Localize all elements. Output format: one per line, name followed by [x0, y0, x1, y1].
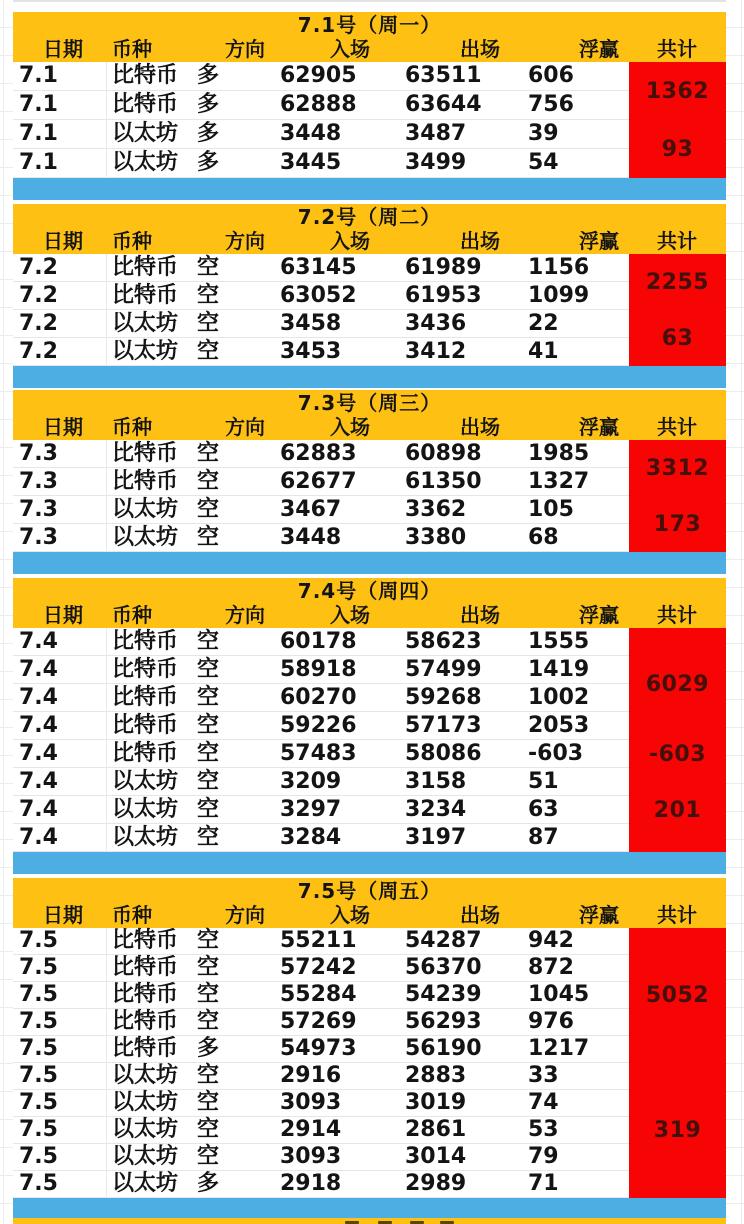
total-value: 3312 — [645, 455, 710, 481]
cell-coin: 以太坊 — [112, 1090, 179, 1115]
cell-date: 7.3 — [19, 468, 58, 494]
cell-date: 7.2 — [19, 338, 58, 364]
cell-date: 7.3 — [19, 496, 58, 522]
data-row — [13, 1144, 726, 1171]
cell-exit: 3234 — [405, 796, 467, 822]
total-value: 2255 — [645, 269, 710, 295]
column-gridline — [106, 440, 107, 552]
cell-pnl: 53 — [528, 1117, 559, 1142]
cell-dir: 空 — [197, 982, 220, 1007]
cell-date: 7.2 — [19, 254, 58, 280]
cell-pnl: 942 — [528, 928, 574, 953]
section-separator-bar — [13, 366, 726, 388]
left-margin-gridlines — [0, 0, 13, 1224]
data-row — [13, 656, 726, 684]
cell-date: 7.3 — [19, 440, 58, 466]
data-row — [13, 310, 726, 338]
cell-pnl: 74 — [528, 1090, 559, 1115]
cell-coin: 以太坊 — [112, 824, 179, 850]
data-row — [13, 1090, 726, 1117]
column-header: 方向 — [225, 903, 265, 927]
cell-coin: 比特币 — [112, 656, 179, 682]
column-header-row — [13, 230, 726, 254]
data-row — [13, 62, 726, 91]
total-value: 5052 — [645, 983, 710, 1008]
cell-pnl: 71 — [528, 1171, 559, 1196]
cell-coin: 以太坊 — [112, 496, 179, 522]
cell-coin: 以太坊 — [112, 310, 179, 336]
column-header: 出场 — [460, 37, 500, 61]
cell-exit: 3014 — [405, 1144, 467, 1169]
cell-entry: 55284 — [280, 982, 357, 1007]
cell-coin: 以太坊 — [112, 1117, 179, 1142]
data-row — [13, 254, 726, 282]
cell-date: 7.4 — [19, 796, 58, 822]
cell-pnl: 976 — [528, 1009, 574, 1034]
cell-coin: 比特币 — [112, 282, 179, 308]
cell-entry: 62677 — [280, 468, 357, 494]
cell-exit: 63644 — [405, 92, 482, 117]
section-separator-bar — [13, 552, 726, 574]
cell-entry: 3445 — [280, 150, 342, 175]
cell-dir: 空 — [197, 955, 220, 980]
cell-entry: 2918 — [280, 1171, 342, 1196]
column-header: 日期 — [43, 415, 83, 439]
data-row — [13, 1117, 726, 1144]
cell-coin: 比特币 — [112, 468, 179, 494]
cell-entry: 63145 — [280, 254, 357, 280]
cell-entry: 2914 — [280, 1117, 342, 1142]
cell-coin: 比特币 — [112, 955, 179, 980]
column-header: 出场 — [460, 415, 500, 439]
data-row — [13, 524, 726, 552]
total-value: 201 — [653, 797, 702, 823]
cell-exit: 60898 — [405, 440, 482, 466]
cell-coin: 以太坊 — [112, 1063, 179, 1088]
cell-date: 7.5 — [19, 1009, 58, 1034]
cell-pnl: -603 — [528, 740, 584, 766]
cell-entry: 3448 — [280, 524, 342, 550]
cell-dir: 空 — [197, 440, 220, 466]
cell-pnl: 87 — [528, 824, 559, 850]
cell-dir: 空 — [197, 524, 220, 550]
cell-entry: 3458 — [280, 310, 342, 336]
data-row — [13, 120, 726, 149]
data-row — [13, 282, 726, 310]
cell-entry: 63052 — [280, 282, 357, 308]
cell-date: 7.4 — [19, 628, 58, 654]
cell-entry: 3209 — [280, 768, 342, 794]
cell-pnl: 79 — [528, 1144, 559, 1169]
cell-date: 7.5 — [19, 955, 58, 980]
right-margin-vertical-gridline — [741, 0, 742, 1224]
cell-date: 7.5 — [19, 1063, 58, 1088]
cell-entry: 54973 — [280, 1036, 357, 1061]
cell-entry: 62883 — [280, 440, 357, 466]
cell-dir: 多 — [197, 1036, 220, 1061]
data-row — [13, 149, 726, 178]
column-header: 入场 — [330, 903, 370, 927]
column-header: 日期 — [43, 903, 83, 927]
cell-coin: 比特币 — [112, 254, 179, 280]
column-header: 浮赢 — [579, 603, 619, 627]
cell-dir: 空 — [197, 712, 220, 738]
cell-pnl: 105 — [528, 496, 574, 522]
cell-date: 7.4 — [19, 684, 58, 710]
column-header: 入场 — [330, 415, 370, 439]
column-header: 出场 — [460, 229, 500, 253]
column-gridline — [106, 928, 107, 1198]
day-section — [13, 878, 726, 1218]
cell-coin: 比特币 — [112, 684, 179, 710]
cell-entry: 57269 — [280, 1009, 357, 1034]
cell-exit: 56190 — [405, 1036, 482, 1061]
cell-dir: 空 — [197, 1090, 220, 1115]
next-section-partial-header — [13, 1218, 726, 1224]
total-column — [629, 440, 726, 552]
column-header-row — [13, 904, 726, 928]
cell-exit: 3019 — [405, 1090, 467, 1115]
cell-date: 7.1 — [19, 92, 58, 117]
cell-date: 7.4 — [19, 768, 58, 794]
cell-exit: 61953 — [405, 282, 482, 308]
cell-exit: 3412 — [405, 338, 467, 364]
cell-entry: 3467 — [280, 496, 342, 522]
cell-coin: 以太坊 — [112, 768, 179, 794]
cell-pnl: 33 — [528, 1063, 559, 1088]
section-title: 7.5号（周五） — [13, 878, 726, 904]
cell-coin: 以太坊 — [112, 150, 179, 175]
cell-pnl: 756 — [528, 92, 574, 117]
cell-pnl: 1045 — [528, 982, 590, 1007]
column-header: 浮赢 — [579, 903, 619, 927]
cell-exit: 3158 — [405, 768, 467, 794]
column-header-row — [13, 604, 726, 628]
section-title: 7.4号（周四） — [13, 578, 726, 604]
cell-coin: 以太坊 — [112, 338, 179, 364]
cell-coin: 比特币 — [112, 63, 179, 88]
cell-dir: 空 — [197, 254, 220, 280]
cell-exit: 3362 — [405, 496, 467, 522]
cell-exit: 61350 — [405, 468, 482, 494]
column-header: 方向 — [225, 415, 265, 439]
cell-date: 7.5 — [19, 1090, 58, 1115]
cell-dir: 空 — [197, 824, 220, 850]
column-header: 出场 — [460, 903, 500, 927]
cell-date: 7.5 — [19, 1171, 58, 1196]
cell-dir: 空 — [197, 1063, 220, 1088]
cell-exit: 57499 — [405, 656, 482, 682]
total-column — [629, 254, 726, 366]
cell-exit: 54239 — [405, 982, 482, 1007]
column-header: 入场 — [330, 37, 370, 61]
total-value: 319 — [653, 1118, 702, 1143]
total-value: 1362 — [645, 78, 710, 104]
cell-exit: 3197 — [405, 824, 467, 850]
total-column — [629, 628, 726, 852]
section-title: 7.2号（周二） — [13, 204, 726, 230]
cell-exit: 61989 — [405, 254, 482, 280]
column-header: 币种 — [112, 903, 152, 927]
cell-date: 7.5 — [19, 982, 58, 1007]
data-row — [13, 982, 726, 1009]
cell-dir: 多 — [197, 121, 220, 146]
cell-dir: 空 — [197, 740, 220, 766]
section-separator-bar — [13, 1198, 726, 1218]
cell-dir: 空 — [197, 1144, 220, 1169]
data-row — [13, 796, 726, 824]
cell-dir: 空 — [197, 282, 220, 308]
cell-dir: 空 — [197, 468, 220, 494]
cell-exit: 63511 — [405, 63, 482, 88]
rows-area — [13, 440, 726, 552]
cell-exit: 2883 — [405, 1063, 467, 1088]
cell-date: 7.2 — [19, 310, 58, 336]
cell-dir: 空 — [197, 656, 220, 682]
cell-pnl: 1327 — [528, 468, 590, 494]
cell-pnl: 2053 — [528, 712, 590, 738]
cell-coin: 比特币 — [112, 712, 179, 738]
day-section — [13, 390, 726, 574]
total-value: 63 — [661, 325, 694, 351]
cell-date: 7.5 — [19, 1117, 58, 1142]
cell-date: 7.1 — [19, 121, 58, 146]
cell-pnl: 54 — [528, 150, 559, 175]
cell-dir: 多 — [197, 63, 220, 88]
column-header-row — [13, 38, 726, 62]
cell-coin: 以太坊 — [112, 1144, 179, 1169]
cell-dir: 空 — [197, 628, 220, 654]
column-gridline — [106, 628, 107, 852]
column-header: 入场 — [330, 229, 370, 253]
data-row — [13, 338, 726, 366]
cell-entry: 3284 — [280, 824, 342, 850]
cell-pnl: 872 — [528, 955, 574, 980]
column-header: 共计 — [657, 229, 697, 253]
cell-coin: 以太坊 — [112, 796, 179, 822]
cell-entry: 62905 — [280, 63, 357, 88]
column-header: 日期 — [43, 37, 83, 61]
day-section — [13, 12, 726, 200]
day-section — [13, 578, 726, 874]
cell-entry: 3093 — [280, 1144, 342, 1169]
cell-pnl: 1099 — [528, 282, 590, 308]
cell-exit: 58623 — [405, 628, 482, 654]
column-header: 共计 — [657, 603, 697, 627]
cell-date: 7.4 — [19, 740, 58, 766]
cell-entry: 55211 — [280, 928, 357, 953]
column-header: 方向 — [225, 229, 265, 253]
column-header: 浮赢 — [579, 229, 619, 253]
column-header: 币种 — [112, 603, 152, 627]
cell-pnl: 1217 — [528, 1036, 590, 1061]
cell-dir: 空 — [197, 496, 220, 522]
cell-entry: 57483 — [280, 740, 357, 766]
data-row — [13, 468, 726, 496]
data-row — [13, 1036, 726, 1063]
left-margin-vertical-gridline — [3, 0, 4, 1224]
column-header: 浮赢 — [579, 37, 619, 61]
cell-dir: 空 — [197, 684, 220, 710]
column-gridline — [106, 254, 107, 366]
cell-coin: 比特币 — [112, 1009, 179, 1034]
section-separator-bar — [13, 178, 726, 200]
cell-date: 7.4 — [19, 824, 58, 850]
data-row — [13, 684, 726, 712]
data-row — [13, 824, 726, 852]
section-title: 7.1号（周一） — [13, 12, 726, 38]
cell-dir: 多 — [197, 92, 220, 117]
day-section — [13, 204, 726, 388]
cell-exit: 59268 — [405, 684, 482, 710]
column-header: 方向 — [225, 37, 265, 61]
cell-exit: 3499 — [405, 150, 467, 175]
cell-coin: 以太坊 — [112, 121, 179, 146]
cell-exit: 2989 — [405, 1171, 467, 1196]
cell-entry: 2916 — [280, 1063, 342, 1088]
cell-entry: 3448 — [280, 121, 342, 146]
cell-dir: 空 — [197, 310, 220, 336]
total-value: 6029 — [645, 671, 710, 697]
data-row — [13, 440, 726, 468]
cell-exit: 54287 — [405, 928, 482, 953]
column-header: 方向 — [225, 603, 265, 627]
cell-coin: 比特币 — [112, 628, 179, 654]
cell-pnl: 1419 — [528, 656, 590, 682]
cell-date: 7.2 — [19, 282, 58, 308]
rows-area — [13, 254, 726, 366]
rows-area — [13, 628, 726, 852]
rows-area — [13, 928, 726, 1198]
cell-coin: 以太坊 — [112, 1171, 179, 1196]
column-header-row — [13, 416, 726, 440]
cell-exit: 3380 — [405, 524, 467, 550]
rows-area — [13, 62, 726, 178]
cell-dir: 多 — [197, 150, 220, 175]
cell-entry: 3453 — [280, 338, 342, 364]
column-header: 入场 — [330, 603, 370, 627]
top-gridline — [0, 0, 744, 2]
cell-exit: 3436 — [405, 310, 467, 336]
column-gridline — [106, 62, 107, 178]
total-value: 173 — [653, 511, 702, 537]
cell-exit: 56293 — [405, 1009, 482, 1034]
column-header: 共计 — [657, 903, 697, 927]
section-title: 7.3号（周三） — [13, 390, 726, 416]
data-row — [13, 1009, 726, 1036]
cell-pnl: 1555 — [528, 628, 590, 654]
cell-exit: 56370 — [405, 955, 482, 980]
cell-entry: 60178 — [280, 628, 357, 654]
cell-exit: 58086 — [405, 740, 482, 766]
cell-pnl: 41 — [528, 338, 559, 364]
cell-dir: 空 — [197, 796, 220, 822]
cell-date: 7.1 — [19, 150, 58, 175]
total-value: -603 — [648, 741, 707, 767]
total-column — [629, 62, 726, 178]
column-header: 共计 — [657, 415, 697, 439]
section-separator-bar — [13, 852, 726, 874]
cell-exit: 2861 — [405, 1117, 467, 1142]
cell-pnl: 1002 — [528, 684, 590, 710]
cell-entry: 60270 — [280, 684, 357, 710]
cell-dir: 空 — [197, 768, 220, 794]
data-row — [13, 740, 726, 768]
cell-exit: 3487 — [405, 121, 467, 146]
cell-date: 7.1 — [19, 63, 58, 88]
column-header: 浮赢 — [579, 415, 619, 439]
cell-date: 7.5 — [19, 928, 58, 953]
data-row — [13, 928, 726, 955]
cell-exit: 57173 — [405, 712, 482, 738]
column-header: 币种 — [112, 415, 152, 439]
cell-coin: 以太坊 — [112, 524, 179, 550]
cell-pnl: 68 — [528, 524, 559, 550]
data-row — [13, 1171, 726, 1198]
data-row — [13, 955, 726, 982]
cell-entry: 3093 — [280, 1090, 342, 1115]
cell-entry: 3297 — [280, 796, 342, 822]
cell-coin: 比特币 — [112, 440, 179, 466]
cell-pnl: 606 — [528, 63, 574, 88]
total-column — [629, 928, 726, 1198]
cell-entry: 62888 — [280, 92, 357, 117]
cell-date: 7.4 — [19, 712, 58, 738]
column-header: 日期 — [43, 603, 83, 627]
cell-date: 7.4 — [19, 656, 58, 682]
column-header: 币种 — [112, 37, 152, 61]
cell-coin: 比特币 — [112, 928, 179, 953]
data-row — [13, 768, 726, 796]
cell-pnl: 51 — [528, 768, 559, 794]
data-row — [13, 1063, 726, 1090]
cell-dir: 多 — [197, 1171, 220, 1196]
cell-pnl: 63 — [528, 796, 559, 822]
column-header: 出场 — [460, 603, 500, 627]
data-row — [13, 628, 726, 656]
cell-date: 7.5 — [19, 1036, 58, 1061]
cell-coin: 比特币 — [112, 92, 179, 117]
cell-pnl: 1156 — [528, 254, 590, 280]
cell-coin: 比特币 — [112, 740, 179, 766]
column-header: 共计 — [657, 37, 697, 61]
cell-dir: 空 — [197, 338, 220, 364]
cell-pnl: 39 — [528, 121, 559, 146]
data-row — [13, 712, 726, 740]
data-row — [13, 496, 726, 524]
cell-date: 7.3 — [19, 524, 58, 550]
cell-coin: 比特币 — [112, 982, 179, 1007]
cell-date: 7.5 — [19, 1144, 58, 1169]
cell-pnl: 22 — [528, 310, 559, 336]
cell-dir: 空 — [197, 928, 220, 953]
cell-entry: 58918 — [280, 656, 357, 682]
column-header: 日期 — [43, 229, 83, 253]
cell-pnl: 1985 — [528, 440, 590, 466]
cell-coin: 比特币 — [112, 1036, 179, 1061]
cell-entry: 57242 — [280, 955, 357, 980]
column-header: 币种 — [112, 229, 152, 253]
data-row — [13, 91, 726, 120]
total-value: 93 — [661, 136, 694, 162]
cell-dir: 空 — [197, 1117, 220, 1142]
cell-entry: 59226 — [280, 712, 357, 738]
cell-dir: 空 — [197, 1009, 220, 1034]
